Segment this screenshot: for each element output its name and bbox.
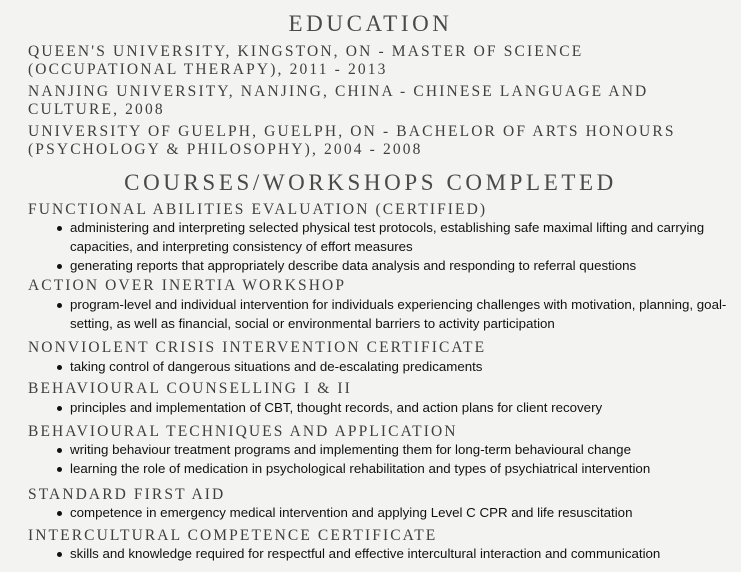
bullet-item: taking control of dangerous situations and de-escalating predicaments bbox=[70, 357, 730, 376]
course-bullets bbox=[70, 544, 730, 563]
course-bullets bbox=[70, 398, 730, 417]
education-heading: EDUCATION bbox=[288, 11, 453, 36]
course-title: FUNCTIONAL ABILITIES EVALUATION (CERTIFIED) bbox=[28, 201, 488, 218]
course-bullets bbox=[70, 295, 730, 333]
course-title: STANDARD FIRST AID bbox=[28, 486, 226, 503]
bullet-item: competence in emergency medical intervention and applying Level C CPR and life resuscitation bbox=[70, 503, 730, 522]
course-title: BEHAVIOURAL COUNSELLING I & II bbox=[28, 380, 352, 397]
course-title: INTERCULTURAL COMPETENCE CERTIFICATE bbox=[28, 527, 438, 544]
course-title: NONVIOLENT CRISIS INTERVENTION CERTIFICATE bbox=[28, 339, 487, 356]
education-entry: UNIVERSITY OF GUELPH, GUELPH, ON - BACHELOR OF ARTS HONOURS (PSYCHOLOGY & PHILOSOPHY), 2004 - 2008 bbox=[28, 123, 676, 158]
bullet-item: writing behaviour treatment programs and implementing them for long-term behavioural change bbox=[70, 440, 730, 459]
bullet-item: administering and interpreting selected physical test protocols, establishing safe maximal lifting and carrying capacities, and interpreting consistency of effort measures bbox=[70, 218, 730, 256]
courses-heading: COURSES/WORKSHOPS COMPLETED bbox=[124, 170, 617, 195]
course-title: BEHAVIOURAL TECHNIQUES AND APPLICATION bbox=[28, 423, 458, 440]
course-bullets bbox=[70, 218, 730, 275]
course-bullets bbox=[70, 440, 730, 478]
bullet-item: program-level and individual intervention for individuals experiencing challenges with motivation, planning, goal-setting, as well as financial, social or environmental barriers to activity participation bbox=[70, 295, 730, 333]
education-entry: NANJING UNIVERSITY, NANJING, CHINA - CHINESE LANGUAGE AND CULTURE, 2008 bbox=[28, 83, 649, 118]
bullet-item: skills and knowledge required for respectful and effective intercultural interaction and communication bbox=[70, 544, 730, 563]
bullet-item: generating reports that appropriately describe data analysis and responding to referral questions bbox=[70, 256, 730, 275]
course-bullets bbox=[70, 503, 730, 522]
education-entry: QUEEN'S UNIVERSITY, KINGSTON, ON - MASTER OF SCIENCE (OCCUPATIONAL THERAPY), 2011 - 2013 bbox=[28, 43, 584, 78]
course-title: ACTION OVER INERTIA WORKSHOP bbox=[28, 277, 347, 294]
bullet-item: principles and implementation of CBT, thought records, and action plans for client recovery bbox=[70, 398, 730, 417]
bullet-item: learning the role of medication in psychological rehabilitation and types of psychiatrical intervention bbox=[70, 459, 730, 478]
course-bullets bbox=[70, 357, 730, 376]
